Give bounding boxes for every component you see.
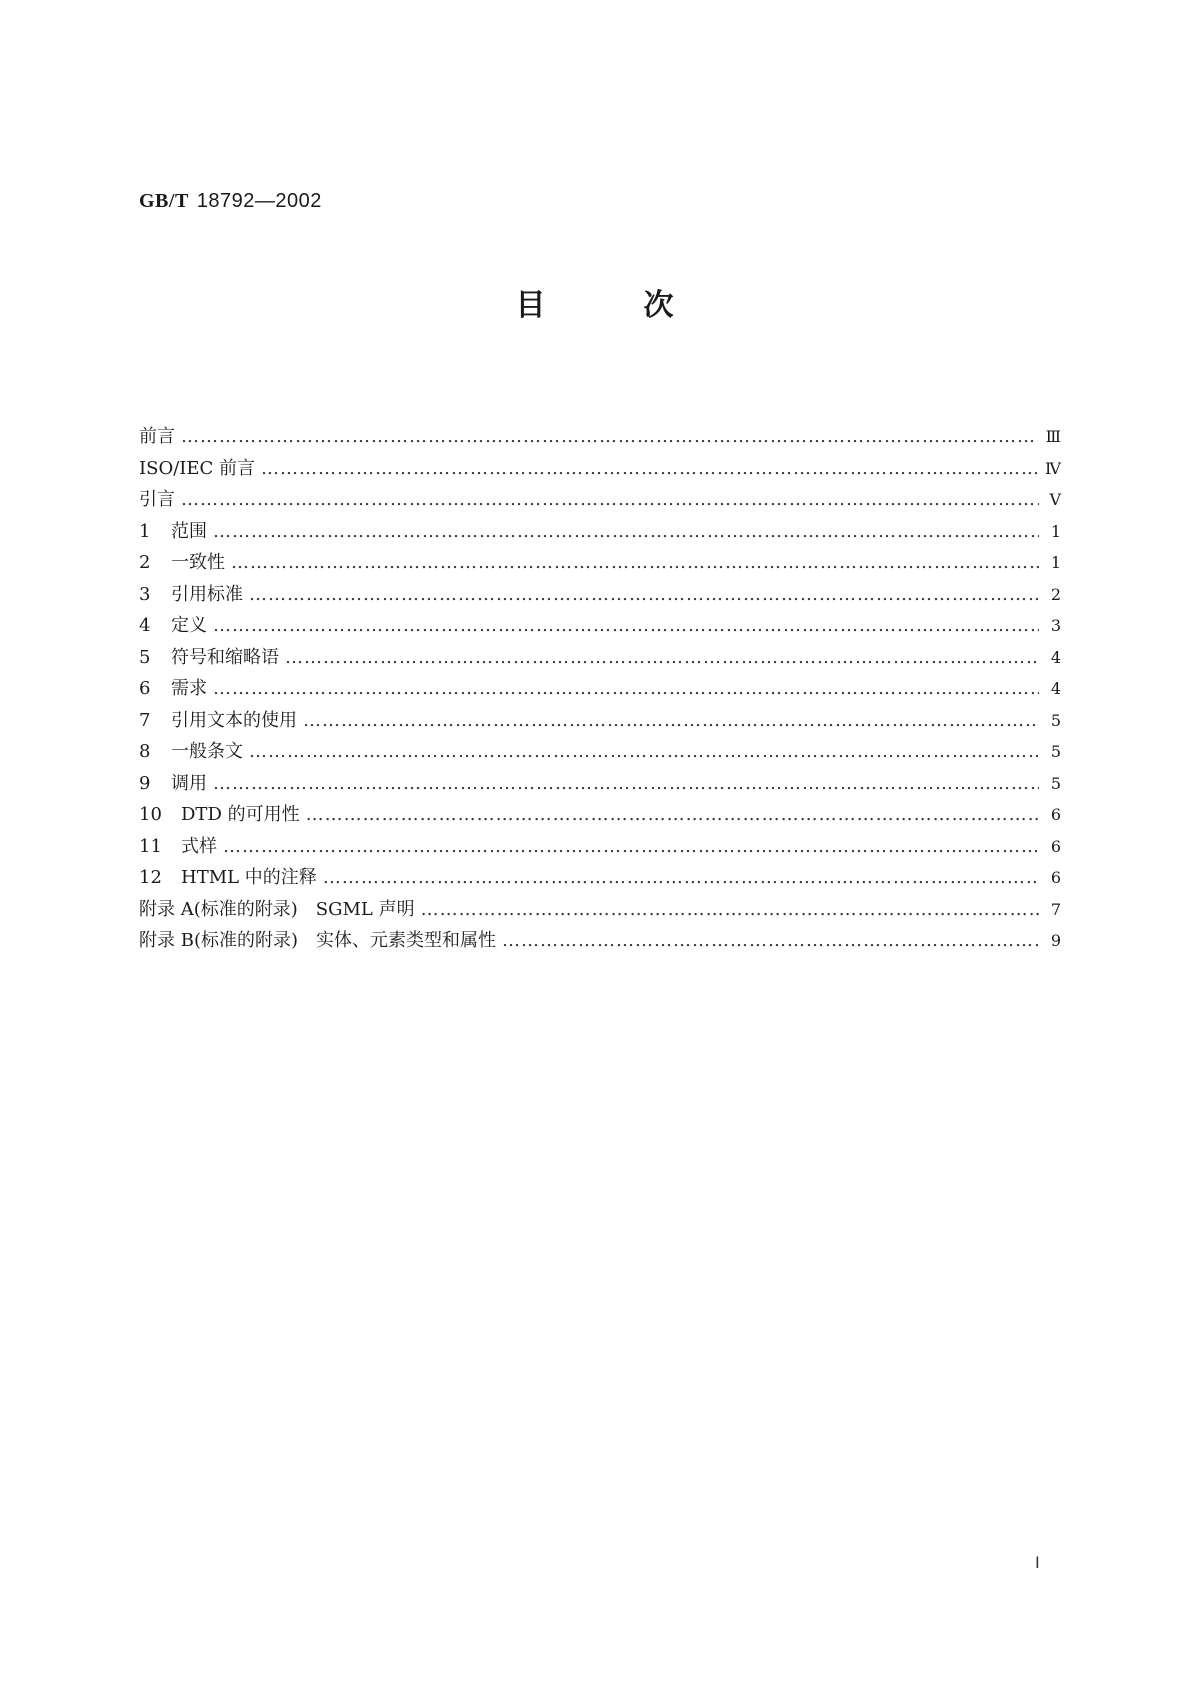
toc-entry-number: 1 bbox=[139, 520, 151, 542]
toc-leader bbox=[213, 516, 1039, 548]
toc-entry-label: 一般条文 bbox=[171, 741, 243, 762]
toc-entry-page: 4 bbox=[1050, 647, 1061, 667]
toc-entry-page: 4 bbox=[1050, 679, 1061, 698]
toc-entry-label: 引言 bbox=[139, 489, 175, 510]
toc-leader bbox=[249, 579, 1039, 611]
toc-leader bbox=[285, 642, 1039, 674]
toc-entry-page: 2 bbox=[1050, 584, 1061, 604]
toc-leader bbox=[306, 799, 1039, 831]
toc-leader bbox=[323, 862, 1039, 894]
toc-leader bbox=[261, 453, 1037, 485]
toc-entry-label: 定义 bbox=[171, 615, 207, 636]
toc-entry-page: 5 bbox=[1050, 773, 1061, 793]
toc-entry[interactable] bbox=[139, 547, 1061, 579]
toc-entry-label: DTD 的可用性 bbox=[181, 804, 300, 825]
page-title bbox=[0, 280, 1191, 324]
toc-entry-number: 8 bbox=[139, 741, 151, 762]
toc-entry-label: 调用 bbox=[171, 772, 207, 794]
toc-entry-page: 1 bbox=[1050, 553, 1061, 572]
title-char-1: 目 bbox=[515, 288, 548, 323]
toc-entry[interactable] bbox=[139, 925, 1061, 957]
toc-leader bbox=[213, 610, 1039, 642]
toc-leader bbox=[223, 831, 1039, 863]
standard-code: GB/T bbox=[139, 190, 189, 212]
toc-leader bbox=[303, 705, 1039, 737]
toc-entry[interactable] bbox=[139, 705, 1061, 737]
toc-entry-page: Ⅴ bbox=[1049, 490, 1061, 509]
toc-entry[interactable] bbox=[139, 610, 1061, 642]
toc-leader bbox=[249, 736, 1039, 768]
toc-entry[interactable] bbox=[139, 831, 1061, 863]
toc-entry[interactable] bbox=[139, 768, 1061, 800]
toc-entry[interactable] bbox=[139, 799, 1061, 831]
toc-entry-page: 6 bbox=[1050, 805, 1061, 824]
toc-entry-label: 需求 bbox=[171, 678, 207, 699]
toc-entry[interactable] bbox=[139, 642, 1061, 674]
toc-entry-number: 10 bbox=[139, 804, 162, 825]
standard-number: 18792—2002 bbox=[196, 190, 322, 212]
toc-leader bbox=[213, 673, 1039, 705]
toc-entry[interactable] bbox=[139, 484, 1061, 516]
toc-entry[interactable] bbox=[139, 673, 1061, 705]
standard-code-header bbox=[139, 188, 322, 213]
toc-leader bbox=[421, 894, 1039, 926]
toc-entry-label: 式样 bbox=[181, 835, 217, 857]
toc-entry[interactable] bbox=[139, 894, 1061, 926]
toc-entry-number: 12 bbox=[139, 867, 162, 888]
toc-leader bbox=[502, 925, 1039, 957]
toc-entry-number: 2 bbox=[139, 552, 151, 573]
toc-entry-label: HTML 中的注释 bbox=[181, 867, 317, 888]
toc-entry-number: 9 bbox=[139, 772, 151, 794]
toc-entry-number: 3 bbox=[139, 583, 151, 605]
toc-entry-page: Ⅳ bbox=[1045, 458, 1061, 478]
toc-entry-number: 6 bbox=[139, 678, 151, 699]
page-number: Ⅰ bbox=[1035, 1555, 1040, 1572]
toc-entry-label: 附录 A(标准的附录) SGML 声明 bbox=[139, 898, 415, 920]
toc-entry-label: 一致性 bbox=[171, 552, 225, 573]
toc-entry-label: 引用标准 bbox=[171, 583, 243, 605]
table-of-contents bbox=[139, 421, 1061, 957]
title-char-2: 次 bbox=[643, 288, 676, 323]
toc-entry-label: 范围 bbox=[171, 520, 207, 542]
toc-leader bbox=[181, 421, 1038, 453]
toc-entry-page: 6 bbox=[1050, 868, 1061, 887]
toc-entry-page: 9 bbox=[1050, 931, 1061, 950]
toc-entry[interactable] bbox=[139, 862, 1061, 894]
toc-entry-number: 4 bbox=[139, 615, 151, 636]
toc-entry-page: 5 bbox=[1050, 742, 1061, 761]
toc-leader bbox=[231, 547, 1039, 579]
toc-entry-page: 7 bbox=[1050, 899, 1061, 919]
toc-entry-number: 5 bbox=[139, 646, 151, 668]
toc-entry[interactable] bbox=[139, 421, 1061, 453]
toc-entry-page: 1 bbox=[1050, 521, 1061, 541]
toc-entry-label: ISO/IEC 前言 bbox=[139, 457, 256, 479]
toc-entry-number: 11 bbox=[139, 835, 162, 857]
toc-entry[interactable] bbox=[139, 579, 1061, 611]
toc-entry[interactable] bbox=[139, 736, 1061, 768]
toc-entry-number: 7 bbox=[139, 709, 151, 731]
toc-entry-label: 附录 B(标准的附录) 实体、元素类型和属性 bbox=[139, 930, 496, 951]
toc-entry[interactable] bbox=[139, 516, 1061, 548]
toc-entry-page: 3 bbox=[1050, 616, 1061, 635]
toc-leader bbox=[213, 768, 1039, 800]
toc-entry-page: Ⅲ bbox=[1045, 427, 1061, 446]
toc-leader bbox=[181, 484, 1039, 516]
toc-entry-label: 引用文本的使用 bbox=[171, 709, 297, 731]
toc-entry-label: 前言 bbox=[139, 426, 175, 447]
toc-entry-page: 6 bbox=[1050, 836, 1061, 856]
toc-entry[interactable] bbox=[139, 453, 1061, 485]
toc-entry-label: 符号和缩略语 bbox=[171, 646, 279, 668]
toc-entry-page: 5 bbox=[1050, 710, 1061, 730]
